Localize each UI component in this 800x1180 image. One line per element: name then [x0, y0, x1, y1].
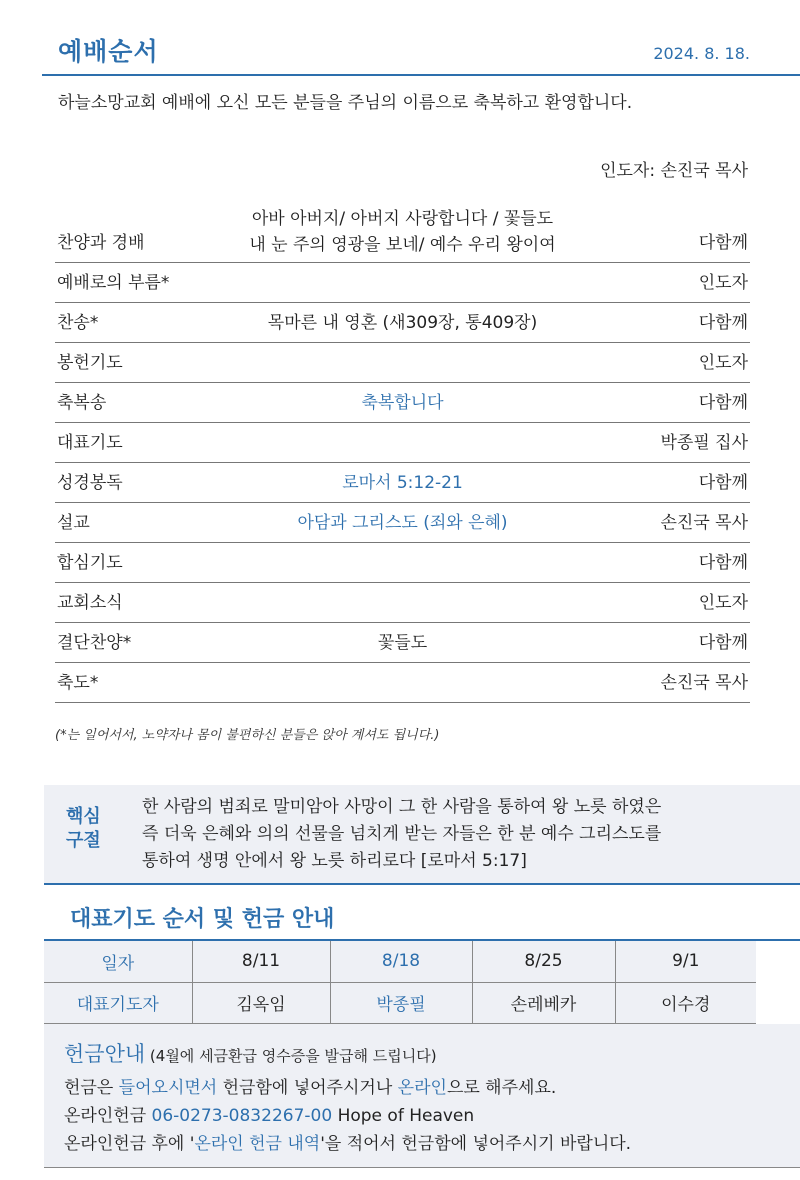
order-item-by: 손진국 목사 — [660, 673, 748, 693]
section-title: 대표기도 순서 및 헌금 안내 — [70, 907, 335, 932]
order-item-name: 대표기도 — [57, 433, 123, 453]
key-verse-text: 한 사람의 범죄로 말미암아 사망이 그 한 사람을 통하여 왕 노릇 하였은 즉 더욱 은혜와 의의 선물을 넘치게 받는 자들은 한 분 예수 그리스도를 통하여 생명 안에서 왕 노릇 하리로다 [로마서 5:17] — [142, 797, 662, 871]
order-item-by: 다함께 — [698, 393, 748, 413]
order-item-name: 축도* — [57, 673, 99, 693]
offering-line: 온라인헌금 후에 '온라인 헌금 내역'을 적어서 헌금함에 넣어주시기 바랍니다. — [64, 1134, 632, 1154]
order-row — [55, 303, 750, 343]
order-row — [55, 383, 750, 423]
table-row — [44, 941, 756, 982]
order-item-name: 찬송* — [57, 313, 99, 333]
table-cell: 9/1 — [615, 941, 756, 982]
order-row — [55, 343, 750, 383]
table-header-cell: 대표기도자 — [44, 982, 192, 1023]
order-item-detail: 축복합니다 — [361, 393, 444, 413]
order-row — [55, 503, 750, 543]
order-item-detail: 로마서 5:12-21 — [342, 473, 463, 493]
header — [58, 32, 750, 72]
order-item-detail: 목마른 내 영혼 (새309장, 통409장) — [267, 313, 538, 333]
order-row — [55, 463, 750, 503]
offering-instructions — [64, 1074, 631, 1158]
order-item-by: 다함께 — [698, 633, 748, 653]
order-item-by: 다함께 — [698, 233, 748, 253]
table-row — [44, 982, 756, 1023]
table-header-cell: 일자 — [44, 941, 192, 982]
order-item-name: 봉헌기도 — [57, 353, 123, 373]
offering-info-box — [44, 1024, 800, 1168]
order-row — [55, 543, 750, 583]
account-number: 06-0273-0832267-00 — [151, 1106, 333, 1126]
offering-title: 헌금안내 (4월에 세금환급 영수증을 발급해 드립니다) — [64, 1042, 437, 1066]
offering-line: 온라인헌금 06-0273-0832267-00 Hope of Heaven — [64, 1106, 475, 1126]
key-verse-label: 핵심 구절 — [66, 806, 101, 851]
order-item-name: 축복송 — [57, 393, 107, 413]
order-item-by: 박종필 집사 — [660, 433, 748, 453]
order-item-name: 성경봉독 — [57, 473, 123, 493]
order-item-name: 교회소식 — [57, 593, 123, 613]
order-item-by: 다함께 — [698, 313, 748, 333]
standing-note: (*는 일어서서, 노약자나 몸이 불편하신 분들은 앉아 계셔도 됩니다.) — [55, 728, 440, 743]
order-item-name: 예배로의 부름* — [57, 273, 170, 293]
order-item-detail: 아바 아버지/ 아버지 사랑합니다 / 꽃들도 내 눈 주의 영광을 보네/ 예수 우리 왕이여 — [249, 209, 556, 255]
order-item-detail: 아담과 그리스도 (죄와 은혜) — [297, 513, 508, 533]
table-cell: 8/11 — [192, 941, 330, 982]
key-verse-box — [44, 785, 800, 885]
service-date: 2024. 8. 18. — [653, 44, 750, 63]
order-item-by: 다함께 — [698, 473, 748, 493]
offering-line: 헌금은 들어오시면서 헌금함에 넣어주시거나 온라인으로 해주세요. — [64, 1078, 557, 1098]
order-item-name: 설교 — [57, 513, 90, 533]
table-cell: 박종필 — [330, 982, 472, 1023]
order-item-by: 인도자 — [698, 593, 748, 613]
table-cell: 8/25 — [472, 941, 615, 982]
order-item-by: 인도자 — [698, 273, 748, 293]
order-item-by: 다함께 — [698, 553, 748, 573]
order-item-name: 결단찬양* — [57, 633, 132, 653]
order-row — [55, 423, 750, 463]
order-row — [55, 623, 750, 663]
table-cell: 이수경 — [615, 982, 756, 1023]
order-item-detail: 꽃들도 — [377, 633, 428, 653]
header-divider — [42, 74, 800, 76]
order-row — [55, 663, 750, 703]
order-item-by: 인도자 — [698, 353, 748, 373]
order-item-by: 손진국 목사 — [660, 513, 748, 533]
order-item-name: 합심기도 — [57, 553, 123, 573]
order-row — [55, 263, 750, 303]
welcome-message: 하늘소망교회 예배에 오신 모든 분들을 주님의 이름으로 축복하고 환영합니다. — [58, 93, 633, 113]
order-item-name: 찬양과 경배 — [57, 233, 145, 253]
order-of-service — [55, 200, 750, 703]
table-cell: 김옥임 — [192, 982, 330, 1023]
table-cell: 8/18 — [330, 941, 472, 982]
service-leader: 인도자: 손진국 목사 — [600, 161, 748, 181]
table-cell: 손레베카 — [472, 982, 615, 1023]
page-title: 예배순서 — [58, 37, 159, 66]
order-row — [55, 583, 750, 623]
prayer-schedule-table — [44, 941, 756, 1024]
order-row — [55, 200, 750, 263]
